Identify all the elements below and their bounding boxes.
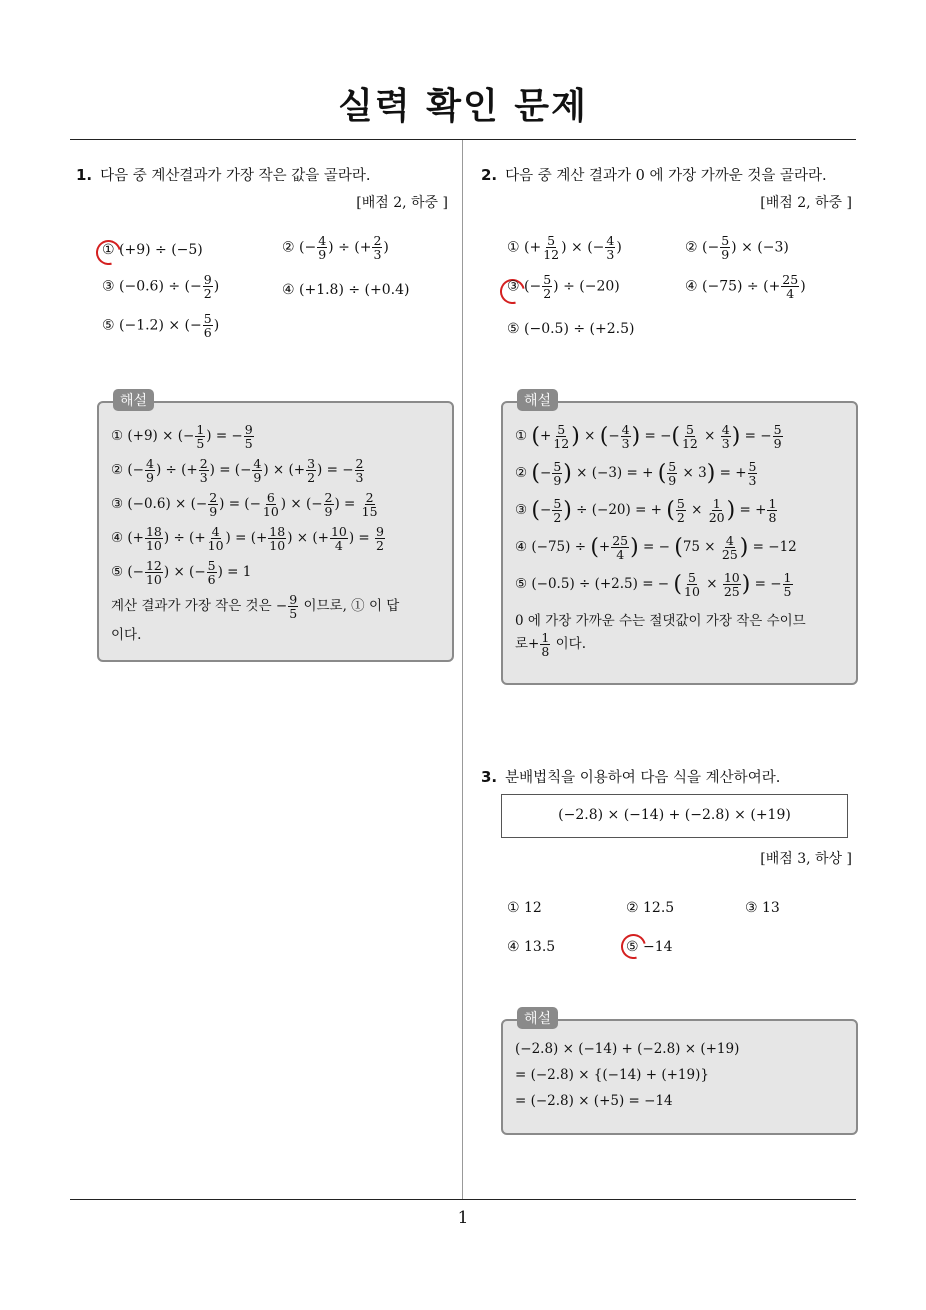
- solution-line: ① (+9) × (− $\frac{1}{5}$ ) = − $\frac{9}{5}$: [111, 422, 253, 452]
- choice-1[interactable]: ① (+ $\frac{5}{12}$ ) × (− $\frac{4}{3}$ ): [507, 233, 622, 263]
- solution-line: ④ (+ $\frac{18}{10}$ ) ÷ (+ $\frac{4}{10}$ ) = (+ $\frac{18}{10}$ ) × (+ $\frac{10}{4}$ ) = $\frac{9}{2}$: [111, 524, 384, 554]
- choice-3[interactable]: ③ (−0.6) ÷ (− $\frac{9}{2}$ ): [102, 272, 220, 302]
- solution-line: ⑤ (− $\frac{12}{10}$ ) × (− $\frac{5}{6}$ ) = 1: [111, 558, 252, 588]
- solution-box-3: [501, 1019, 858, 1135]
- solution-line: = (−2.8) × {(−14) + (+19)}: [515, 1067, 709, 1083]
- solution-conclusion: 계산 결과가 가장 작은 것은 − $\frac{9}{5}$ 이므로, ① 이 답: [111, 592, 400, 622]
- question-number: 1.: [76, 166, 93, 184]
- question-number: 3.: [481, 768, 498, 786]
- page-title: 실력 확인 문제: [338, 86, 588, 127]
- choice-4[interactable]: ④ (−75) ÷ (+ $\frac{25}{4}$ ): [685, 272, 806, 302]
- solution-line: (−2.8) × (−14) + (−2.8) × (+19): [515, 1041, 740, 1057]
- choice-5[interactable]: ⑤ (−0.5) ÷ (+2.5): [507, 321, 635, 337]
- solution-line: ⑤ (−0.5) ÷ (+2.5) = − ( $\frac{5}{10}$ × $\frac{10}{25}$ ) = − $\frac{1}{5}$: [515, 570, 792, 600]
- solution-tag: 해설: [517, 389, 558, 411]
- choice-1[interactable]: ① (+9) ÷ (−5): [102, 242, 203, 258]
- choice-3[interactable]: ③ 13: [745, 900, 780, 916]
- footer-rule: [70, 1199, 856, 1200]
- page-number: 1: [457, 1208, 469, 1228]
- expression-box: (−2.8) × (−14) + (−2.8) × (+19): [501, 794, 848, 838]
- question-2: [481, 164, 827, 185]
- solution-line: ④ (−75) ÷ (+ $\frac{25}{4}$ ) = − (75 × $\frac{4}{25}$ ) = −12: [515, 533, 797, 563]
- solution-box-2: [501, 401, 858, 685]
- column-divider: [462, 140, 463, 1200]
- choice-4[interactable]: ④ 13.5: [507, 939, 556, 955]
- choice-2[interactable]: ② (− $\frac{4}{9}$ ) ÷ (+ $\frac{2}{3}$ ): [282, 233, 389, 263]
- question-text: 다음 중 계산결과가 가장 작은 값을 골라라.: [100, 168, 371, 184]
- question-text: 분배법칙을 이용하여 다음 식을 계산하여라.: [505, 770, 781, 786]
- solution-tag: 해설: [517, 1007, 558, 1029]
- title-rule: [70, 139, 856, 140]
- solution-line: ① (+ $\frac{5}{12}$ ) × (− $\frac{4}{3}$ ) = −( $\frac{5}{12}$ × $\frac{4}{3}$ ) = − $\frac{5}{9}$: [515, 422, 782, 452]
- choice-4[interactable]: ④ (+1.8) ÷ (+0.4): [282, 282, 410, 298]
- question-meta: [배점 2, 하중 ]: [760, 195, 852, 211]
- choice-2[interactable]: ② 12.5: [626, 900, 675, 916]
- question-meta: [배점 2, 하중 ]: [356, 195, 448, 211]
- question-1: [76, 164, 371, 185]
- question-text: 다음 중 계산 결과가 0 에 가장 가까운 것을 골라라.: [505, 168, 827, 184]
- solution-line: = (−2.8) × (+5) = −14: [515, 1093, 673, 1109]
- solution-tag: 해설: [113, 389, 154, 411]
- solution-line: ③ (−0.6) × (− $\frac{2}{9}$ ) = (− $\frac{6}{10}$ ) × (− $\frac{2}{9}$ ) = $\frac{2}{15}$: [111, 490, 378, 520]
- solution-line: ② (− $\frac{5}{9}$ ) × (−3) = + ( $\frac{5}{9}$ × 3) = + $\frac{5}{3}$: [515, 459, 757, 489]
- solution-line: ③ (− $\frac{5}{2}$ ) ÷ (−20) = + ( $\frac{5}{2}$ × $\frac{1}{20}$ ) = + $\frac{1}{8}$: [515, 496, 777, 526]
- choice-5[interactable]: ⑤ (−1.2) × (− $\frac{5}{6}$ ): [102, 311, 220, 341]
- question-number: 2.: [481, 166, 498, 184]
- solution-conclusion-end: 이다.: [111, 627, 142, 643]
- question-meta: [배점 3, 하상 ]: [760, 851, 852, 867]
- choice-1[interactable]: ① 12: [507, 900, 542, 916]
- choice-2[interactable]: ② (− $\frac{5}{9}$ ) × (−3): [685, 233, 789, 263]
- choice-3[interactable]: ③ (− $\frac{5}{2}$ ) ÷ (−20): [507, 272, 620, 302]
- solution-conclusion: 0 에 가장 가까운 수는 절댓값이 가장 작은 수이므: [515, 613, 806, 629]
- question-3: [481, 766, 780, 787]
- solution-conclusion-end: 로+ $\frac{1}{8}$ 이다.: [515, 630, 586, 660]
- solution-box-1: [97, 401, 454, 662]
- choice-5[interactable]: ⑤ −14: [626, 939, 673, 955]
- solution-line: ② (− $\frac{4}{9}$ ) ÷ (+ $\frac{2}{3}$ ) = (− $\frac{4}{9}$ ) × (+ $\frac{3}{2}$ ) = − $\frac{2}{3}$: [111, 456, 364, 486]
